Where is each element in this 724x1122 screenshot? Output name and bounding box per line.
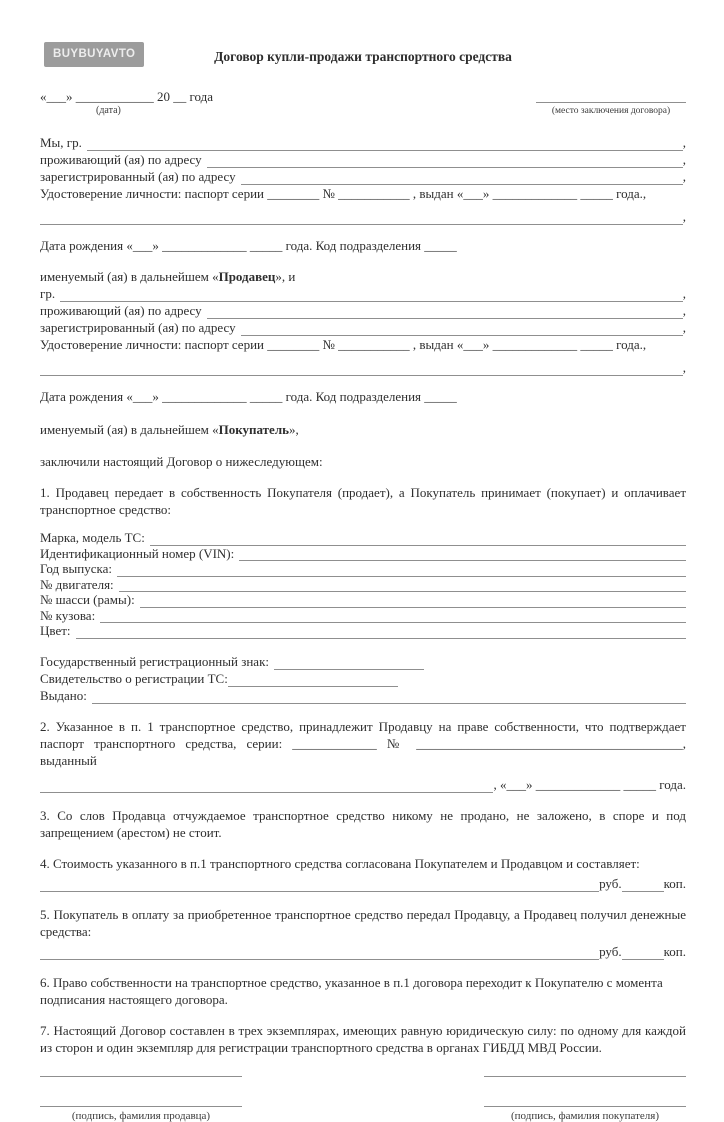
registration-cert-label: Свидетельство о регистрации ТС: (40, 670, 228, 686)
clause-6: 6. Право собственности на транспортное средство, указанное в п.1 договора переходит к Покупателю с момента подписания настоящего договора. (40, 974, 663, 1007)
vehicle-body-line (40, 608, 686, 624)
place-caption: (место заключения договора) (551, 106, 671, 116)
document-title: Договор купли-продажи транспортного средства (214, 49, 512, 64)
kopeck-blank (622, 880, 664, 892)
kop-label: коп. (663, 943, 686, 959)
seller-party-block (40, 134, 686, 254)
buyer-signature-caption: (подпись, фамилия покупателя) (510, 1109, 659, 1122)
buyer-address-blank (207, 307, 683, 319)
buyer-name-label: гр. (40, 286, 56, 301)
seller-signature-block (40, 1076, 242, 1122)
vehicle-year-blank (117, 566, 686, 577)
line-comma: , (682, 303, 686, 318)
seller-passport-line: Удостоверение личности: паспорт серии ________ № ___________ , выдан «___» _____________ _____ года., (40, 186, 647, 201)
naming-prefix: именуемый (ая) в дальнейшем « (40, 422, 219, 437)
vehicle-fields-block (40, 530, 686, 639)
seller-signature-caption: (подпись, фамилия продавца) (71, 1109, 211, 1122)
seller-naming-line (40, 268, 686, 285)
clause-4: 4. Стоимость указанного в п.1 транспортного средства согласована Покупателем и Продавцом и составляет: (40, 855, 640, 871)
place-block (536, 88, 686, 117)
registration-cert-blank (228, 675, 398, 687)
buyer-passport-continuation (40, 359, 686, 376)
buybuyavto-logo: BUYBUYAVTO (44, 42, 144, 67)
plate-label: Государственный регистрационный знак: (40, 653, 269, 669)
clause-7: 7. Настоящий Договор составлен в трех экземплярах, имеющих равную юридическую силу: по одному для каждой из сторон и один экземпляр для регистрации транспортного средства в органах ГИБДД МВД России. (40, 1022, 686, 1055)
line-comma: , (682, 152, 686, 167)
amount-blank (40, 880, 599, 892)
buyer-registered-label: зарегистрированный (ая) по адресу (40, 320, 236, 335)
buyer-address-line (40, 302, 686, 319)
buyer-registered-blank (241, 324, 683, 336)
buyer-passport-line: Удостоверение личности: паспорт серии ________ № ___________ , выдан «___» _____________ _____ года., (40, 337, 647, 352)
plate-line (40, 653, 686, 670)
vehicle-engine-blank (119, 581, 686, 592)
line-comma: , (682, 320, 686, 335)
vehicle-color-label: Цвет: (40, 623, 71, 638)
buyer-passport-blank (40, 364, 683, 376)
clause-2-tail-text: , «___» _____________ _____ года. (493, 776, 686, 792)
vehicle-engine-label: № двигателя: (40, 576, 114, 592)
vehicle-vin-line (40, 546, 686, 562)
seller-address-blank (207, 156, 683, 168)
date-place-row (40, 88, 686, 117)
vehicle-vin-blank (239, 550, 686, 561)
seller-signature-line-1 (40, 1076, 242, 1077)
date-caption: (дата) (96, 105, 121, 116)
naming-suffix: », (289, 422, 299, 437)
line-comma: , (682, 169, 686, 184)
naming-suffix: », и (275, 269, 296, 284)
vehicle-body-blank (100, 612, 686, 623)
date-block (40, 88, 213, 117)
vehicle-make-blank (150, 535, 686, 546)
vehicle-body-label: № кузова: (40, 607, 96, 623)
signatures-row (40, 1076, 686, 1122)
document-header (40, 42, 686, 72)
seller-name-blank (87, 139, 683, 151)
vehicle-year-line (40, 561, 686, 577)
buyer-term: Покупатель (218, 422, 289, 437)
clause-5-amount-line (40, 943, 686, 960)
buyer-party-block (40, 285, 686, 405)
place-blank-field (536, 90, 686, 103)
registration-cert-line (40, 670, 686, 687)
seller-registered-label: зарегистрированный (ая) по адресу (40, 169, 236, 184)
vehicle-make-line (40, 530, 686, 546)
rub-label: руб. (599, 943, 622, 959)
vehicle-engine-line (40, 577, 686, 593)
vehicle-chassis-blank (140, 597, 686, 608)
buyer-address-label: проживающий (ая) по адресу (40, 303, 202, 318)
vehicle-chassis-label: № шасси (рамы): (40, 592, 135, 607)
seller-name-label: Мы, гр. (40, 135, 82, 150)
vehicle-vin-label: Идентификационный номер (VIN): (40, 545, 235, 561)
issued-label: Выдано: (40, 687, 87, 703)
clause-2-continuation (40, 776, 686, 793)
seller-address-line (40, 151, 686, 168)
seller-signature-line-2 (40, 1106, 242, 1107)
plate-blank (274, 658, 424, 670)
line-comma: , (682, 360, 686, 375)
line-comma: , (682, 286, 686, 301)
vehicle-color-blank (76, 628, 686, 639)
kopeck-blank (622, 948, 664, 960)
buyer-birth-line: Дата рождения «___» _____________ _____ года. Код подразделения _____ (40, 389, 457, 404)
buyer-name-blank (60, 290, 683, 302)
kop-label: коп. (663, 875, 686, 891)
buyer-signature-block (484, 1076, 686, 1122)
seller-birth-line: Дата рождения «___» _____________ _____ года. Код подразделения _____ (40, 238, 457, 253)
date-line: «___» ____________ 20 __ года (40, 89, 214, 104)
seller-name-line (40, 134, 686, 151)
issued-blank (92, 692, 686, 704)
seller-registered-blank (241, 173, 683, 185)
buyer-name-line (40, 285, 686, 302)
clause-5: 5. Покупатель в оплату за приобретенное транспортное средство передал Продавцу, а Продавец получил денежные средства: (40, 906, 686, 939)
naming-prefix: именуемый (ая) в дальнейшем « (40, 269, 219, 284)
vehicle-chassis-line (40, 592, 686, 608)
buyer-signature-line-2 (484, 1106, 686, 1107)
preamble-line: заключили настоящий Договор о нижеследующем: (40, 454, 323, 469)
amount-blank (40, 948, 599, 960)
clause-4-amount-line (40, 875, 686, 892)
vehicle-year-label: Год выпуска: (40, 561, 112, 576)
buyer-signature-line-1 (484, 1076, 686, 1077)
rub-label: руб. (599, 875, 622, 891)
seller-registered-line (40, 168, 686, 185)
clause-3: 3. Со слов Продавца отчуждаемое транспортное средство никому не продано, не заложено, в споре и под запрещением (арестом) не стоит. (40, 807, 686, 840)
buyer-registered-line (40, 319, 686, 336)
clause-1: 1. Продавец передает в собственность Покупателя (продает), а Покупатель принимает (покупает) и оплачивает транспортное средство: (40, 485, 686, 517)
seller-passport-continuation (40, 208, 686, 225)
clause-2: 2. Указанное в п. 1 транспортное средство, принадлежит Продавцу на праве собственности, что подтверждает паспорт транспортного средства, серии: _____________ № _________________________________________, выданный (40, 718, 686, 768)
seller-address-label: проживающий (ая) по адресу (40, 152, 202, 167)
line-comma: , (682, 209, 686, 224)
vehicle-make-label: Марка, модель ТС: (40, 530, 145, 545)
clause-2-blank (40, 781, 493, 793)
seller-passport-blank (40, 213, 683, 225)
line-comma: , (682, 135, 686, 150)
issued-line (40, 687, 686, 704)
registration-block (40, 653, 686, 704)
buyer-naming-line (40, 421, 686, 438)
vehicle-color-line (40, 623, 686, 639)
seller-term: Продавец (218, 269, 276, 284)
